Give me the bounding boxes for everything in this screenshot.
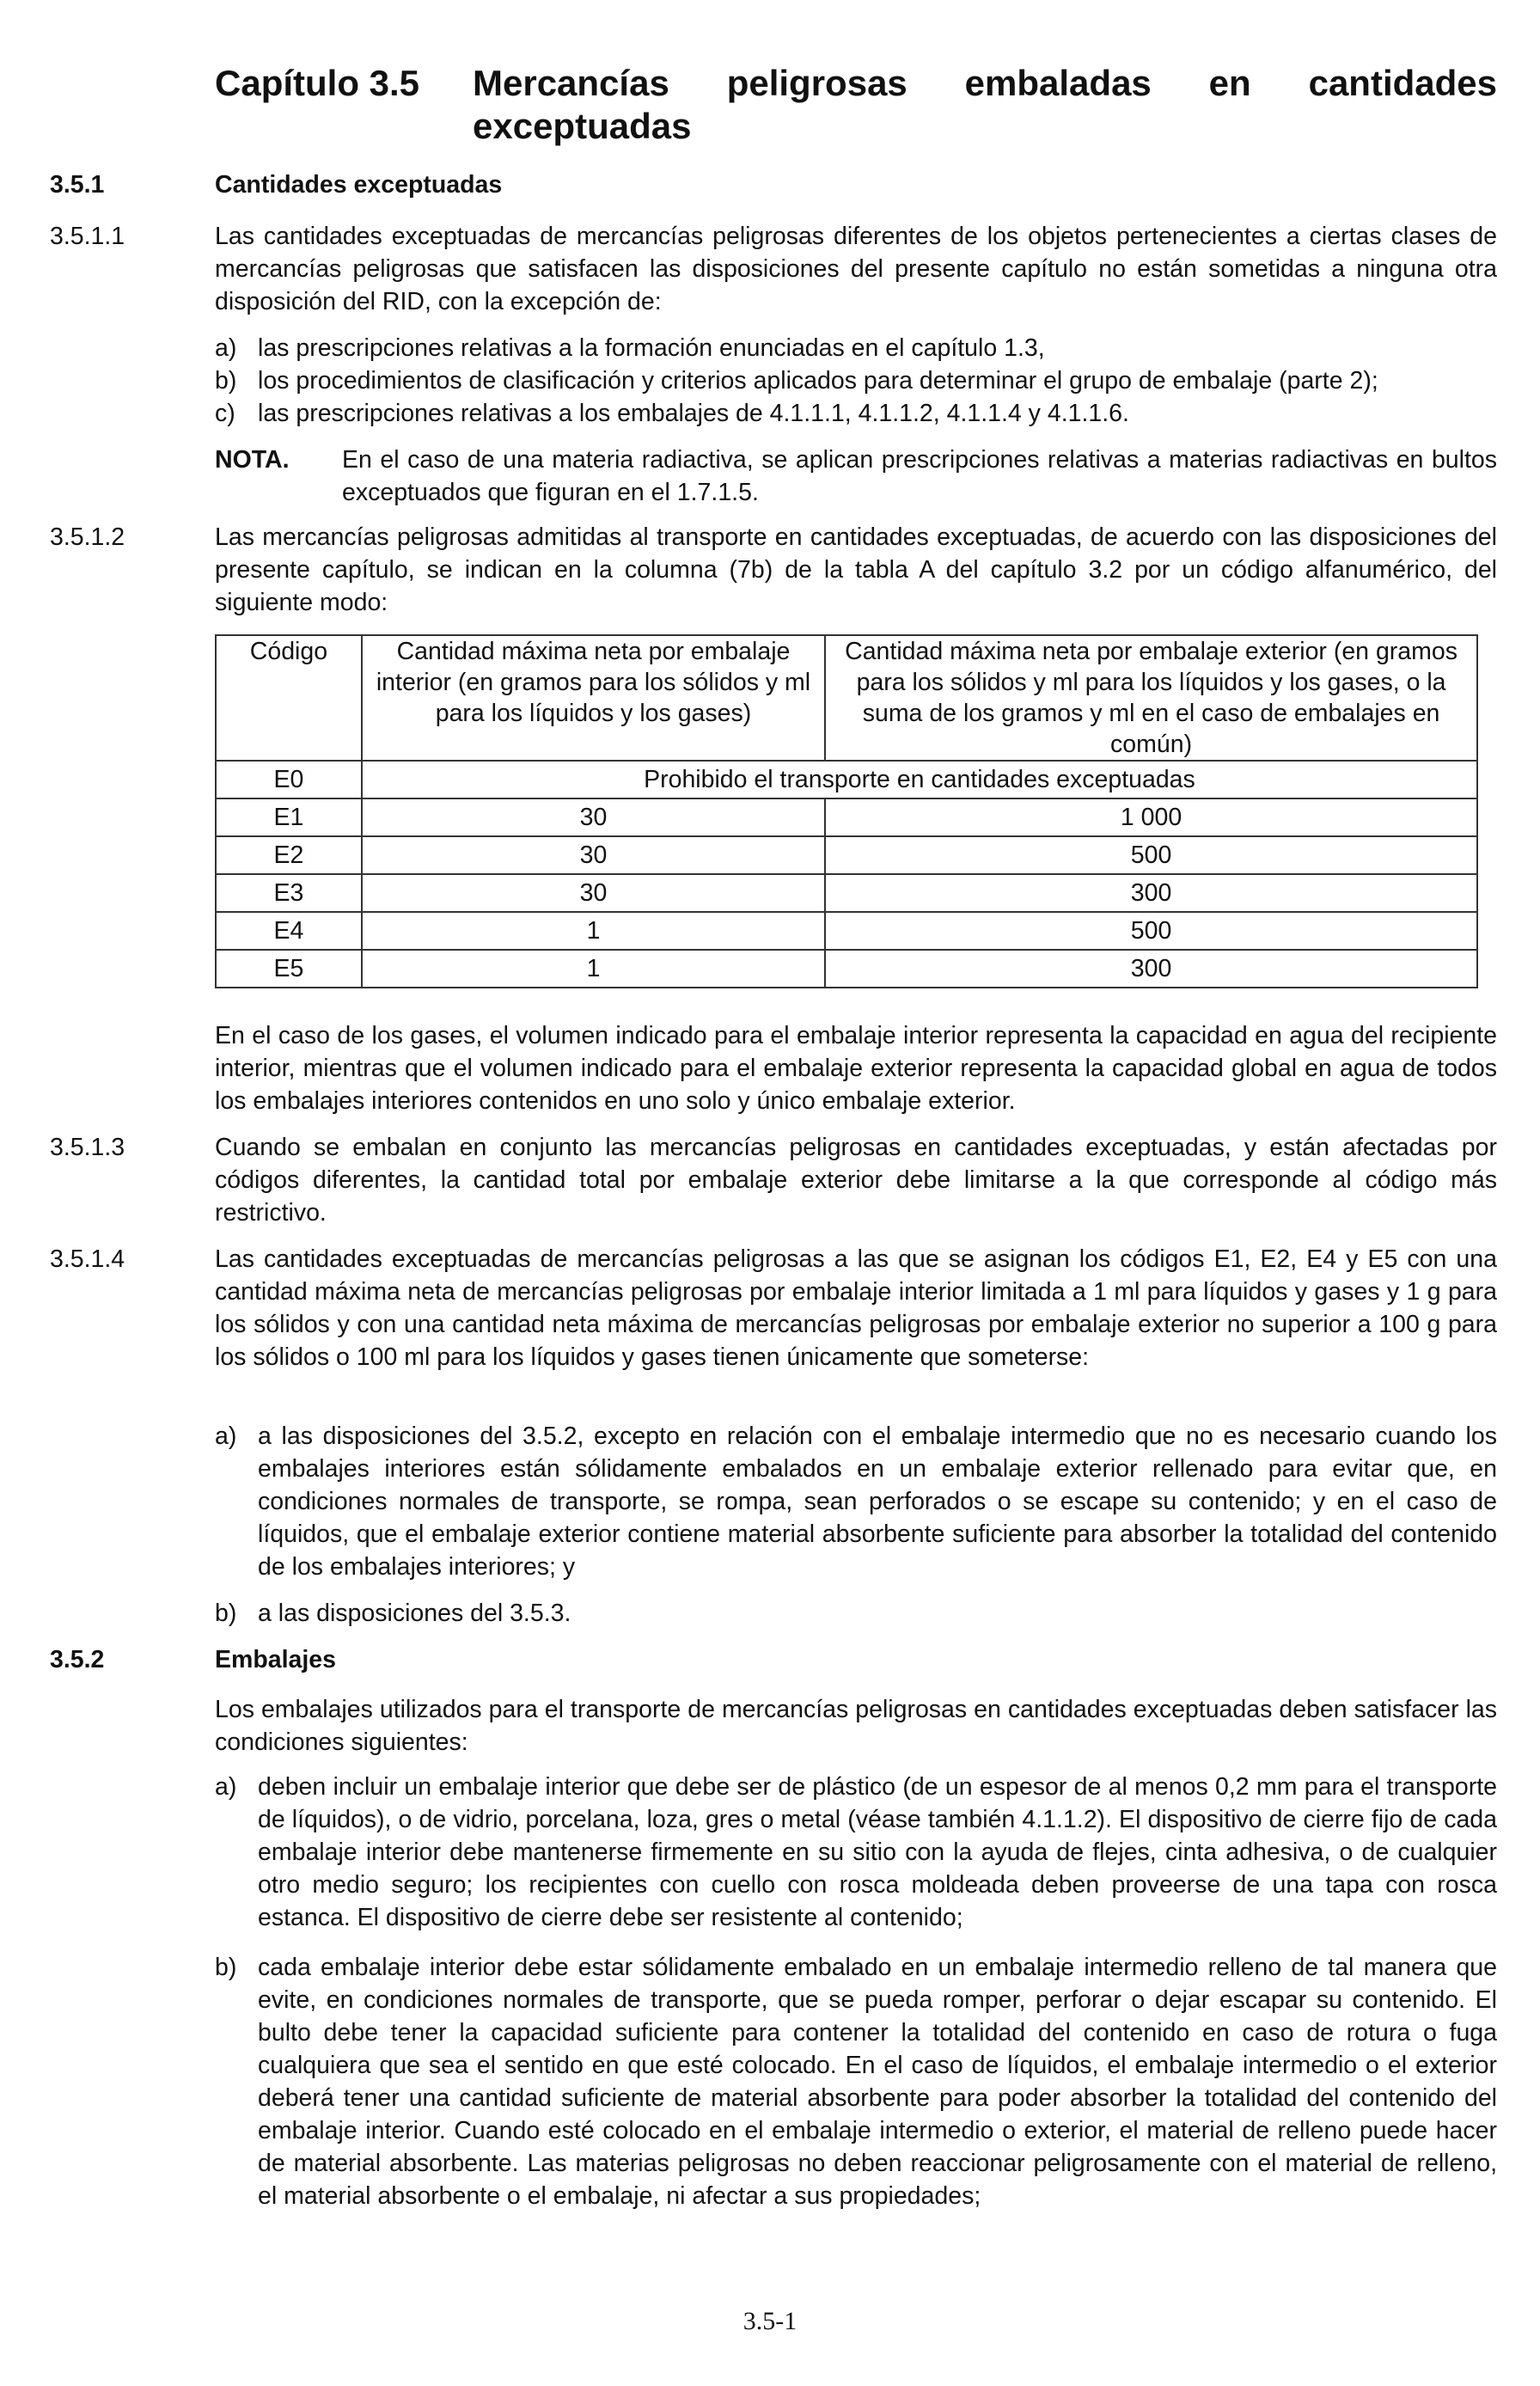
table-row	[216, 761, 1477, 798]
list-item-text: deben incluir un embalaje interior que debe ser de plástico (de un espesor de al menos 0,2 mm para el transporte de líquidos), o de vidrio, porcelana, loza, gres o metal (véase también 4.1.1.2). El dispositivo de cierre fijo de cada embalaje interior debe mantenerse firmemente en su sitio con la ayuda de flejes, cinta adhesiva, o de cualquier otro medio seguro; los recipientes con cuello con rosca moldeada deben proveerse de una tapa con rosca estanca. El dispositivo de cierre debe ser resistente al contenido;	[258, 1773, 1497, 1931]
header-inner: Cantidad máxima neta por embalaje interior (en gramos para los sólidos y ml para los líquidos y los gases)	[362, 635, 825, 761]
header-outer: Cantidad máxima neta por embalaje exterior (en gramos para los sólidos y ml para los líquidos y los gases, o la suma de los gramos y ml en el caso de embalajes en común)	[825, 635, 1477, 761]
exempted-quantities-table	[215, 634, 1478, 988]
cell-outer: 300	[825, 874, 1477, 912]
cell-code: E3	[216, 874, 362, 912]
list-item-text: cada embalaje interior debe estar sólidamente embalado en un embalaje intermedio relleno de tal manera que evite, en condiciones normales de transporte, que se pueda romper, perforar o dejar escapar su contenido. El bulto debe tener la capacidad suficiente para contener la totalidad del contenido en caso de rotura o fuga cualquiera que sea el sentido en que esté colocado. En el caso de líquidos, el embalaje intermedio o el exterior deberá tener una cantidad suficiente de material absorbente para poder absorber la totalidad del contenido del embalaje interior. Cuando esté colocado en el embalaje intermedio o exterior, el material de relleno puede hacer de material absorbente. Las materias peligrosas no deben reaccionar peligrosamente con el material de relleno, el material absorbente o el embalaje, ni afectar a sus propiedades;	[258, 1954, 1497, 2210]
list-item-text: las prescripciones relativas a los embalajes de 4.1.1.1, 4.1.1.2, 4.1.1.4 y 4.1.1.6.	[258, 400, 1129, 427]
cell-inner: 1	[362, 912, 825, 950]
cell-code: E1	[216, 798, 362, 836]
paragraph-3-5-1-2: Las mercancías peligrosas admitidas al transporte en cantidades exceptuadas, de acuerdo con las disposiciones del presente capítulo, se indican en la columna (7b) de la tabla A del capítulo 3.2 por un código alfanumérico, del siguiente modo:	[215, 523, 1497, 616]
chapter-title: Mercancías peligrosas embaladas en cantidades exceptuadas	[473, 63, 1497, 146]
list-item-text: a las disposiciones del 3.5.2, excepto en relación con el embalaje intermedio que no es necesario cuando los embalajes interiores están sólidamente embalados en un embalaje exterior rellenado para evitar que, en condiciones normales de transporte, se rompa, sean perforados o se escape su contenido; y en el caso de líquidos, que el embalaje exterior contiene material absorbente suficiente para absorber la totalidad del contenido de los embalajes interiores; y	[258, 1422, 1497, 1581]
list-item-text: a las disposiciones del 3.5.3.	[258, 1600, 571, 1627]
cell-code: E2	[216, 836, 362, 874]
note-text: En el caso de una materia radiactiva, se aplican prescripciones relativas a materias radiactivas en bultos exceptuados que figuran en el 1.7.1.5.	[342, 446, 1497, 506]
section-title-3-5-2: Embalajes	[215, 1646, 336, 1673]
section-number-3-5-1-3: 3.5.1.3	[50, 1134, 125, 1161]
paragraph-3-5-1-1: Las cantidades exceptuadas de mercancías peligrosas diferentes de los objetos pertenecientes a ciertas clases de mercancías peligrosas que satisfacen las disposiciones del presente capítulo no están sometidas a ninguna otra disposición del RID, con la excepción de:	[215, 223, 1497, 315]
list-item-label: b)	[215, 1600, 237, 1627]
list-item-label: b)	[215, 1954, 237, 1981]
list-item-text: los procedimientos de clasificación y criterios aplicados para determinar el grupo de embalaje (parte 2);	[258, 367, 1378, 395]
cell-prohibited: Prohibido el transporte en cantidades exceptuadas	[362, 761, 1477, 798]
section-number-3-5-1-2: 3.5.1.2	[50, 523, 125, 551]
section-number-3-5-1-1: 3.5.1.1	[50, 223, 125, 250]
list-item-text: las prescripciones relativas a la formación enunciadas en el capítulo 1.3,	[258, 334, 1045, 362]
table-row	[216, 836, 1477, 874]
list-item-label: a)	[215, 334, 237, 362]
section-title-3-5-1: Cantidades exceptuadas	[215, 171, 503, 199]
paragraph-3-5-1-3: Cuando se embalan en conjunto las mercancías peligrosas en cantidades exceptuadas, y están afectadas por códigos diferentes, la cantidad total por embalaje exterior debe limitarse a la que corresponde al código más restrictivo.	[215, 1134, 1497, 1227]
page-number: 3.5-1	[742, 2307, 798, 2335]
cell-outer: 500	[825, 912, 1477, 950]
section-number-3-5-1-4: 3.5.1.4	[50, 1245, 125, 1273]
section-number-3-5-2: 3.5.2	[50, 1646, 105, 1673]
cell-inner: 30	[362, 874, 825, 912]
table-row	[216, 912, 1477, 950]
list-item-label: c)	[215, 400, 235, 427]
chapter-label: Capítulo 3.5	[215, 63, 420, 103]
cell-outer: 300	[825, 950, 1477, 988]
list-item-label: a)	[215, 1773, 237, 1801]
table-row	[216, 950, 1477, 988]
cell-outer: 1 000	[825, 798, 1477, 836]
paragraph-3-5-1-4: Las cantidades exceptuadas de mercancías peligrosas a las que se asignan los códigos E1, E2, E4 y E5 con una cantidad máxima neta de mercancías peligrosas por embalaje interior limitada a 1 ml para líquidos y gases y 1 g para los sólidos y con una cantidad neta máxima de mercancías peligrosas por embalaje exterior no superior a 100 g para los sólidos o 100 ml para los líquidos y gases tienen únicamente que someterse:	[215, 1245, 1497, 1371]
table-row	[216, 798, 1477, 836]
table-row	[216, 874, 1477, 912]
note-label: NOTA.	[215, 446, 290, 474]
cell-inner: 30	[362, 798, 825, 836]
list-item-label: a)	[215, 1422, 237, 1450]
section-number-3-5-1: 3.5.1	[50, 171, 105, 199]
cell-code: E4	[216, 912, 362, 950]
table-header-row	[216, 635, 1477, 761]
cell-outer: 500	[825, 836, 1477, 874]
cell-inner: 30	[362, 836, 825, 874]
cell-inner: 1	[362, 950, 825, 988]
header-code: Código	[216, 635, 362, 761]
list-item-label: b)	[215, 367, 237, 395]
cell-code: E0	[216, 761, 362, 798]
paragraph-3-5-2: Los embalajes utilizados para el transporte de mercancías peligrosas en cantidades exceptuadas deben satisfacer las condiciones siguientes:	[215, 1696, 1497, 1756]
cell-code: E5	[216, 950, 362, 988]
paragraph-gases-volume: En el caso de los gases, el volumen indicado para el embalaje interior representa la capacidad en agua del recipiente interior, mientras que el volumen indicado para el embalaje exterior representa la capacidad global en agua de todos los embalajes interiores contenidos en uno solo y único embalaje exterior.	[215, 1022, 1497, 1115]
